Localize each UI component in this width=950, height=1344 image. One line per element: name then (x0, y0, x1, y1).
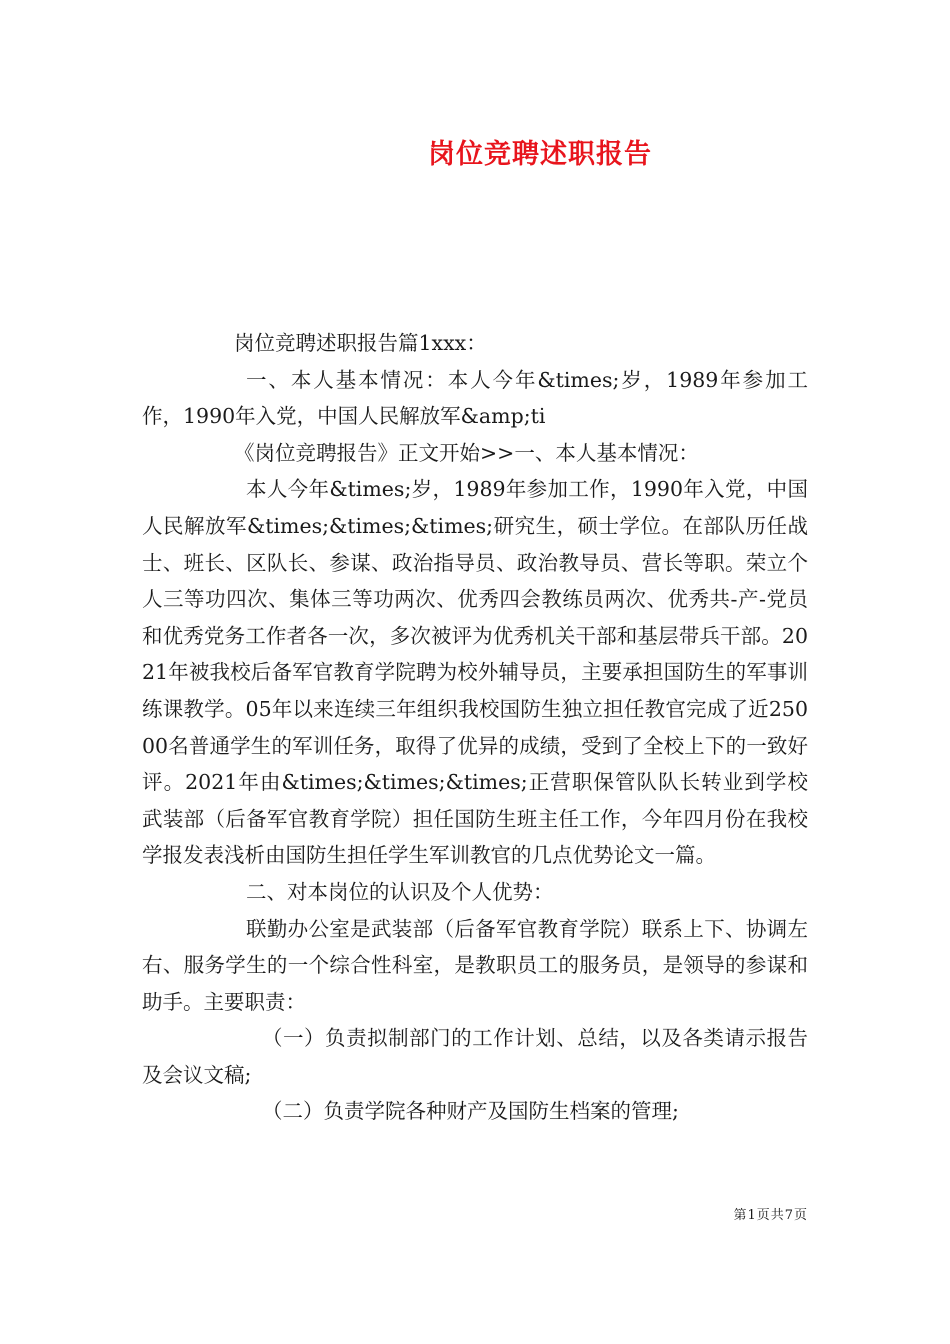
list-item-duty-1: （一）负责拟制部门的工作计划、总结，以及各类请示报告及会议文稿; (142, 1026, 808, 1087)
list-item-duty-2: （二）负责学院各种财产及国防生档案的管理; (262, 1099, 679, 1124)
paragraph-intro: 岗位竞聘述职报告篇1xxx： (234, 331, 487, 355)
page-number: 第1页共7页 (733, 1208, 808, 1223)
paragraph-basic-info-summary: 一、本人基本情况：本人今年&times;岁，1989年参加工作，1990年入党，中国人民解放军&amp;ti (142, 367, 808, 429)
document-title: 岗位竞聘述职报告 (428, 139, 652, 170)
paragraph-body-start: 《岗位竞聘报告》正文开始>>一、本人基本情况： (234, 440, 699, 465)
section-heading-2: 二、对本岗位的认识及个人优势： (246, 879, 554, 904)
paragraph-basic-info: 本人今年&times;岁，1989年参加工作，1990年入党，中国人民解放军&times;&times;&times;研究生，硕士学位。在部队历任战士、班长、区队长、参谋、政治指导员、政治教导员、营长等职。荣立个人三等功四次、集体三等功两次、优秀四会教练员两次、优秀共-产-党员和优秀党务工作者各一次，多次被评为优秀机关干部和基层带兵干部。2021年被我校后备军官教育学院聘为校外辅导员，主要承担国防生的军事训练课教学。05年以来连续三年组织我校国防生独立担任教官完成了近25000名普通学生的军训任务，取得了优异的成绩，受到了全校上下的一致好评。2021年由&times;&times;&times;正营职保管队队长转业到学校武装部（后备军官教育学院）担任国防生班主任工作，今年四月份在我校学报发表浅析由国防生担任学生军训教官的几点优势论文一篇。 (142, 477, 808, 868)
document-body (142, 325, 808, 1130)
paragraph-office-role: 联勤办公室是武装部（后备军官教育学院）联系上下、协调左右、服务学生的一个综合性科室，是教职员工的服务员，是领导的参谋和助手。主要职责： (142, 916, 808, 1014)
